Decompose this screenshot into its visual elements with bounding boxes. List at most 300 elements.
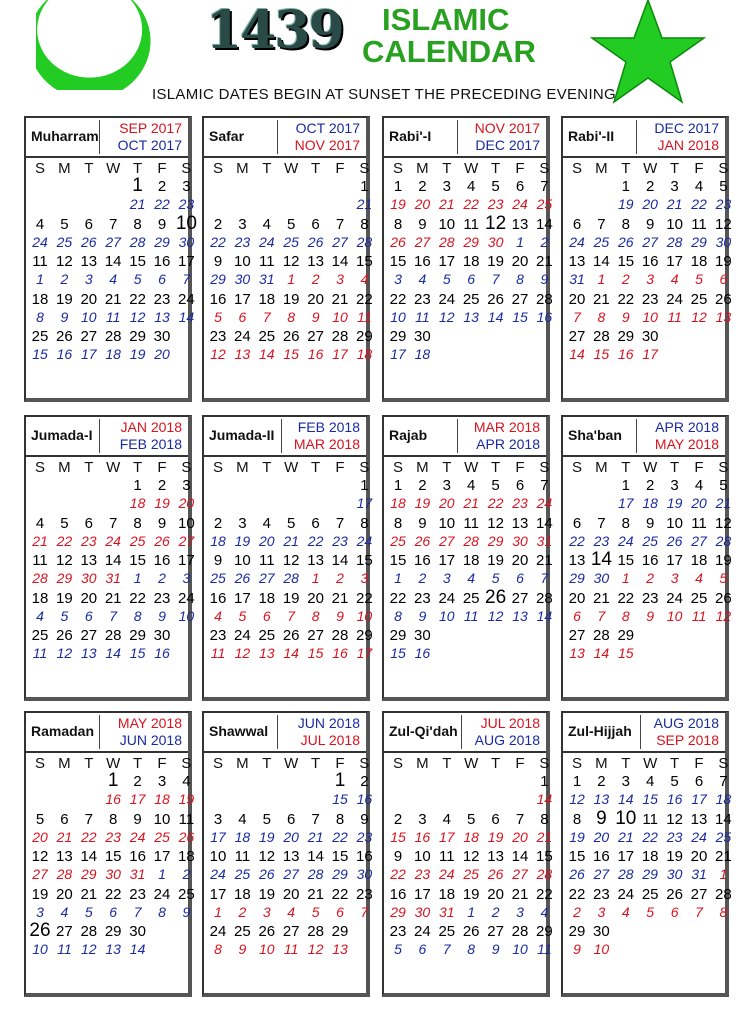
hijri-day: 13 xyxy=(80,253,98,270)
gregorian-day: 9 xyxy=(573,941,581,957)
hijri-day: 27 xyxy=(80,328,98,345)
gregorian-day: 6 xyxy=(573,607,581,624)
weekday-label: F xyxy=(694,755,704,772)
hijri-day: 21 xyxy=(331,290,349,308)
gregorian-month-1: FEB 2018 xyxy=(297,419,360,435)
gregorian-day: 12 xyxy=(234,645,251,661)
month-muharram xyxy=(24,116,197,402)
hijri-day: 8 xyxy=(133,514,142,532)
gregorian-day: 20 xyxy=(32,828,48,845)
weekday-label: T xyxy=(262,755,272,772)
month-jumadai xyxy=(24,415,195,701)
gregorian-day: 19 xyxy=(414,495,431,511)
gregorian-day: 16 xyxy=(105,791,121,807)
gregorian-day: 13 xyxy=(81,645,97,661)
gregorian-day: 30 xyxy=(593,570,610,586)
hijri-day: 14 xyxy=(307,848,324,865)
month-shaban xyxy=(561,415,732,701)
gregorian-month-1: AUG 2018 xyxy=(653,715,719,731)
gregorian-day: 26 xyxy=(307,233,324,250)
gregorian-day: 3 xyxy=(84,271,93,287)
hijri-day: 15 xyxy=(104,848,122,865)
hijri-day: 8 xyxy=(133,215,142,233)
gregorian-day: 2 xyxy=(491,903,500,920)
hijri-day: 17 xyxy=(178,552,195,569)
hijri-day: 28 xyxy=(104,627,122,644)
hijri-day: 7 xyxy=(335,514,345,532)
hijri-day: 18 xyxy=(234,885,251,903)
gregorian-day: 1 xyxy=(719,866,728,882)
hijri-day: 11 xyxy=(259,253,275,270)
weekday-label: S xyxy=(181,755,192,772)
gregorian-day: 9 xyxy=(158,607,166,624)
gregorian-day: 10 xyxy=(81,308,97,325)
gregorian-months xyxy=(457,120,543,154)
hijri-day: 8 xyxy=(393,514,403,532)
month-jumadaii xyxy=(202,415,373,701)
gregorian-day: 12 xyxy=(56,645,73,661)
hijri-day: 22 xyxy=(536,885,553,903)
gregorian-month-2: MAY 2018 xyxy=(654,436,719,452)
hijri-day: 19 xyxy=(56,589,73,607)
gregorian-day: 29 xyxy=(154,233,170,250)
weekday-label: F xyxy=(515,755,525,772)
gregorian-day: 1 xyxy=(467,903,476,920)
weekday-label: T xyxy=(621,160,631,177)
gregorian-day: 23 xyxy=(332,532,348,549)
hijri-day: 13 xyxy=(568,253,586,270)
gregorian-day: 11 xyxy=(537,941,552,957)
hijri-day: 5 xyxy=(670,773,679,790)
gregorian-day: 13 xyxy=(234,346,251,362)
gregorian-day: 19 xyxy=(390,196,406,212)
gregorian-day: 29 xyxy=(81,866,97,882)
gregorian-day: 7 xyxy=(133,903,142,920)
weekday-label: M xyxy=(58,160,71,177)
gregorian-month-1: DEC 2017 xyxy=(654,120,719,136)
weekday-label: S xyxy=(392,459,403,476)
hijri-day: 25 xyxy=(31,627,49,644)
gregorian-day: 8 xyxy=(158,903,166,920)
gregorian-day: 13 xyxy=(463,308,479,325)
gregorian-day: 6 xyxy=(84,607,93,624)
gregorian-day: 20 xyxy=(154,346,170,362)
gregorian-day: 28 xyxy=(32,570,48,586)
hijri-day: 15 xyxy=(389,253,407,270)
hijri-day: 3 xyxy=(670,178,679,195)
weekday-label: S xyxy=(392,755,403,772)
gregorian-day: 14 xyxy=(129,941,146,957)
gregorian-day: 27 xyxy=(32,866,48,882)
month-header xyxy=(26,118,188,158)
weekday-label: M xyxy=(416,755,429,772)
hijri-day: 14 xyxy=(104,552,122,569)
hijri-day: 19 xyxy=(56,290,73,308)
hijri-day: 12 xyxy=(282,253,300,270)
hijri-day: 12 xyxy=(666,810,683,828)
gregorian-day: 10 xyxy=(642,308,658,325)
gregorian-day: 24 xyxy=(259,233,275,250)
gregorian-day: 8 xyxy=(467,941,476,957)
hijri-day: 15 xyxy=(331,848,349,865)
hijri-day: 17 xyxy=(178,253,195,270)
gregorian-day: 17 xyxy=(81,346,97,362)
gregorian-day: 6 xyxy=(158,271,166,287)
hijri-day: 19 xyxy=(258,885,276,903)
hijri-day: 4 xyxy=(35,514,45,532)
hijri-day: 29 xyxy=(129,627,146,644)
hijri-day: 22 xyxy=(389,290,407,308)
gregorian-day: 11 xyxy=(32,645,48,661)
hijri-day: 26 xyxy=(487,290,504,308)
hijri-day: 15 xyxy=(536,848,553,865)
hijri-day: 10 xyxy=(234,552,251,569)
gregorian-day: 30 xyxy=(414,903,431,920)
weekday-label: S xyxy=(212,755,223,772)
hijri-day: 5 xyxy=(491,477,500,494)
hijri-day: 15 xyxy=(356,253,373,270)
hijri-day: 17 xyxy=(234,290,251,308)
hijri-day: 25 xyxy=(690,290,708,308)
hijri-day: 7 xyxy=(719,773,728,790)
weekday-label: T xyxy=(311,459,321,476)
gregorian-day: 27 xyxy=(414,233,431,250)
hijri-day: 7 xyxy=(597,514,606,532)
gregorian-month-1: JAN 2018 xyxy=(120,419,182,435)
hijri-day: 22 xyxy=(389,589,407,607)
weekday-label: S xyxy=(539,160,550,177)
weekday-label: T xyxy=(491,160,501,177)
hijri-day: 24 xyxy=(234,328,251,345)
month-name: Sha'ban xyxy=(568,427,622,443)
gregorian-day: 11 xyxy=(415,308,430,325)
hijri-day: 21 xyxy=(536,552,553,569)
hijri-day: 30 xyxy=(641,328,659,345)
hijri-day: 17 xyxy=(209,885,227,903)
weekday-label: T xyxy=(670,755,680,772)
gregorian-day: 4 xyxy=(418,271,427,287)
gregorian-day: 23 xyxy=(593,532,610,549)
hijri-day: 26 xyxy=(485,586,507,608)
gregorian-day: 19 xyxy=(666,495,683,511)
hijri-day: 30 xyxy=(153,627,171,644)
hijri-day: 26 xyxy=(666,885,683,903)
weekday-label: W xyxy=(284,755,299,772)
hijri-day: 21 xyxy=(104,290,122,308)
month-shawwal xyxy=(202,711,373,997)
hijri-day: 9 xyxy=(646,215,655,233)
hijri-day: 23 xyxy=(129,885,146,903)
gregorian-day: 29 xyxy=(569,570,585,586)
weekday-label: S xyxy=(539,755,550,772)
hijri-day: 19 xyxy=(487,253,504,270)
hijri-day: 1 xyxy=(360,477,369,494)
weekday-label: T xyxy=(262,459,272,476)
gregorian-day: 10 xyxy=(666,607,683,624)
hijri-day: 6 xyxy=(311,514,320,532)
gregorian-day: 22 xyxy=(487,495,504,511)
gregorian-day: 22 xyxy=(691,196,707,212)
hijri-day: 15 xyxy=(617,552,635,569)
hijri-day: 27 xyxy=(80,627,98,644)
gregorian-day: 31 xyxy=(105,570,121,586)
gregorian-day: 29 xyxy=(691,233,707,250)
hijri-day: 7 xyxy=(515,810,525,828)
hijri-day: 12 xyxy=(258,848,276,865)
gregorian-months xyxy=(636,419,722,453)
gregorian-day: 2 xyxy=(418,570,427,586)
gregorian-day: 15 xyxy=(129,645,146,661)
gregorian-day: 22 xyxy=(390,866,406,882)
weekday-label: T xyxy=(84,755,94,772)
hijri-day: 25 xyxy=(258,627,276,644)
gregorian-day: 7 xyxy=(540,570,549,586)
hijri-day: 16 xyxy=(129,848,146,865)
hijri-day: 2 xyxy=(418,178,427,195)
hijri-day: 5 xyxy=(719,477,728,494)
weekday-label: T xyxy=(84,160,94,177)
gregorian-day: 8 xyxy=(287,308,296,325)
hijri-day: 7 xyxy=(311,810,320,828)
gregorian-day: 29 xyxy=(56,570,73,586)
month-header xyxy=(384,417,546,457)
gregorian-day: 18 xyxy=(390,495,406,511)
gregorian-day: 11 xyxy=(210,645,226,661)
hijri-day: 1 xyxy=(540,773,549,790)
month-header xyxy=(384,713,546,753)
weekday-label: T xyxy=(442,160,452,177)
gregorian-day: 27 xyxy=(105,233,121,250)
hijri-day: 20 xyxy=(568,290,586,308)
hijri-day: 21 xyxy=(715,848,732,865)
hijri-day: 20 xyxy=(307,589,324,607)
hijri-day: 18 xyxy=(462,253,480,270)
gregorian-day: 13 xyxy=(154,308,170,325)
gregorian-day: 22 xyxy=(81,828,97,845)
gregorian-day: 7 xyxy=(287,607,296,624)
month-name: Rajab xyxy=(389,427,428,443)
gregorian-day: 29 xyxy=(487,532,504,549)
hijri-day: 8 xyxy=(335,810,345,828)
hijri-day: 28 xyxy=(307,923,324,940)
gregorian-day: 8 xyxy=(516,271,524,287)
hijri-day: 4 xyxy=(694,178,704,195)
hijri-day: 20 xyxy=(307,290,324,308)
hijri-day: 29 xyxy=(356,328,373,345)
hijri-day: 6 xyxy=(515,477,525,494)
gregorian-day: 5 xyxy=(719,570,728,586)
gregorian-day: 5 xyxy=(311,903,320,920)
gregorian-day: 8 xyxy=(133,607,142,624)
gregorian-day: 13 xyxy=(105,941,121,957)
gregorian-day: 13 xyxy=(569,645,585,661)
gregorian-day: 21 xyxy=(618,828,634,845)
hijri-day: 10 xyxy=(153,810,171,828)
gregorian-day: 6 xyxy=(238,308,247,325)
gregorian-day: 7 xyxy=(442,941,451,957)
month-header xyxy=(384,118,546,158)
gregorian-day: 3 xyxy=(646,271,655,287)
hijri-day: 6 xyxy=(84,514,93,532)
month-name: Jumada-II xyxy=(209,427,275,443)
gregorian-day: 2 xyxy=(336,570,344,586)
weekday-label: M xyxy=(595,459,608,476)
weekday-label: S xyxy=(571,459,582,476)
gregorian-day: 20 xyxy=(593,828,610,845)
gregorian-day: 23 xyxy=(105,828,121,845)
hijri-day: 9 xyxy=(157,215,167,233)
month-header xyxy=(26,417,188,457)
gregorian-day: 27 xyxy=(332,233,348,250)
hijri-day: 10 xyxy=(615,807,637,829)
hijri-day: 11 xyxy=(691,215,707,233)
weekday-label: S xyxy=(34,755,45,772)
hijri-day: 10 xyxy=(178,514,195,532)
hijri-day: 21 xyxy=(593,589,610,607)
hijri-day: 8 xyxy=(621,215,630,233)
hijri-day: 7 xyxy=(109,215,118,233)
month-zulhijjah xyxy=(561,711,732,997)
gregorian-day: 12 xyxy=(307,941,324,957)
hijri-day: 8 xyxy=(109,810,118,828)
gregorian-day: 1 xyxy=(158,866,166,882)
hijri-day: 29 xyxy=(356,627,373,644)
gregorian-day: 30 xyxy=(81,570,97,586)
hijri-day: 10 xyxy=(234,253,251,270)
gregorian-day: 19 xyxy=(487,828,504,845)
hijri-day: 3 xyxy=(238,215,247,233)
hijri-day: 22 xyxy=(617,290,635,308)
hijri-day: 19 xyxy=(282,290,300,308)
gregorian-day: 28 xyxy=(283,570,299,586)
hijri-day: 9 xyxy=(133,810,142,828)
hijri-day: 2 xyxy=(213,215,223,233)
hijri-day: 3 xyxy=(182,477,191,494)
hijri-day: 27 xyxy=(307,627,324,644)
month-name: Safar xyxy=(209,128,245,144)
hijri-day: 9 xyxy=(393,848,403,865)
hijri-day: 12 xyxy=(56,552,73,569)
gregorian-day: 20 xyxy=(512,828,528,845)
hijri-day: 13 xyxy=(80,552,98,569)
gregorian-day: 18 xyxy=(154,791,170,807)
gregorian-day: 25 xyxy=(536,196,553,212)
gregorian-day: 5 xyxy=(646,903,655,920)
gregorian-day: 5 xyxy=(394,941,402,957)
gregorian-day: 17 xyxy=(332,346,348,362)
hijri-day: 27 xyxy=(282,923,300,940)
year-heading: 1439 xyxy=(206,0,343,61)
weekday-label: T xyxy=(621,755,631,772)
hijri-day: 10 xyxy=(666,215,683,233)
hijri-day: 19 xyxy=(666,848,683,865)
gregorian-day: 2 xyxy=(540,233,549,250)
hijri-day: 23 xyxy=(209,627,227,644)
hijri-day: 11 xyxy=(439,848,455,865)
gregorian-day: 21 xyxy=(463,495,479,511)
hijri-day: 13 xyxy=(690,810,708,828)
gregorian-month-2: NOV 2017 xyxy=(294,137,360,153)
gregorian-day: 26 xyxy=(81,233,97,250)
gregorian-day: 24 xyxy=(512,196,528,212)
gregorian-day: 21 xyxy=(56,828,73,845)
hijri-day: 24 xyxy=(153,885,171,903)
hijri-day: 14 xyxy=(331,253,349,270)
hijri-day: 20 xyxy=(487,885,504,903)
gregorian-day: 1 xyxy=(133,570,142,586)
hijri-day: 16 xyxy=(641,253,659,270)
gregorian-day: 2 xyxy=(621,271,630,287)
hijri-day: 16 xyxy=(593,848,610,865)
hijri-day: 27 xyxy=(690,885,708,903)
gregorian-day: 18 xyxy=(356,346,373,362)
gregorian-day: 12 xyxy=(81,941,97,957)
weekday-label: S xyxy=(359,459,370,476)
gregorian-day: 7 xyxy=(695,903,703,920)
gregorian-day: 24 xyxy=(618,532,634,549)
hijri-day: 20 xyxy=(511,253,529,270)
weekday-label: S xyxy=(359,160,370,177)
hijri-day: 16 xyxy=(389,885,407,903)
gregorian-day: 11 xyxy=(667,308,682,325)
hijri-day: 24 xyxy=(666,290,683,308)
hijri-day: 5 xyxy=(287,514,296,532)
gregorian-day: 8 xyxy=(36,308,44,325)
gregorian-day: 16 xyxy=(154,645,170,661)
hijri-day: 1 xyxy=(360,178,369,195)
gregorian-day: 27 xyxy=(642,233,658,250)
hijri-day: 23 xyxy=(389,923,407,940)
gregorian-day: 23 xyxy=(512,495,528,511)
hijri-day: 30 xyxy=(153,328,171,345)
hijri-day: 14 xyxy=(536,215,553,233)
weekday-label: W xyxy=(284,459,299,476)
hijri-day: 14 xyxy=(80,848,98,865)
gregorian-day: 2 xyxy=(311,271,320,287)
gregorian-day: 6 xyxy=(336,903,344,920)
gregorian-months xyxy=(636,120,722,154)
hijri-day: 29 xyxy=(104,923,122,940)
gregorian-month-2: JUL 2018 xyxy=(300,732,360,748)
hijri-day: 21 xyxy=(593,290,610,308)
gregorian-day: 23 xyxy=(715,196,732,212)
hijri-day: 26 xyxy=(282,328,300,345)
hijri-day: 29 xyxy=(389,627,407,644)
gregorian-day: 10 xyxy=(178,607,195,624)
hijri-day: 10 xyxy=(209,848,227,865)
gregorian-day: 17 xyxy=(129,791,146,807)
hijri-day: 23 xyxy=(414,290,431,308)
hijri-day: 16 xyxy=(414,253,431,270)
hijri-day: 2 xyxy=(157,178,167,195)
gregorian-day: 15 xyxy=(307,645,324,661)
hijri-day: 15 xyxy=(356,552,373,569)
gregorian-day: 7 xyxy=(360,903,369,920)
hijri-day: 2 xyxy=(646,178,655,195)
gregorian-day: 3 xyxy=(262,903,271,920)
gregorian-day: 21 xyxy=(439,196,455,212)
gregorian-day: 23 xyxy=(666,828,683,845)
gregorian-day: 31 xyxy=(439,903,455,920)
hijri-day: 2 xyxy=(133,773,142,790)
gregorian-day: 11 xyxy=(691,607,707,624)
hijri-day: 3 xyxy=(670,477,679,494)
gregorian-day: 28 xyxy=(356,233,373,250)
hijri-day: 3 xyxy=(621,773,630,790)
gregorian-day: 28 xyxy=(715,532,732,549)
gregorian-day: 16 xyxy=(414,828,431,845)
hijri-day: 13 xyxy=(282,848,300,865)
